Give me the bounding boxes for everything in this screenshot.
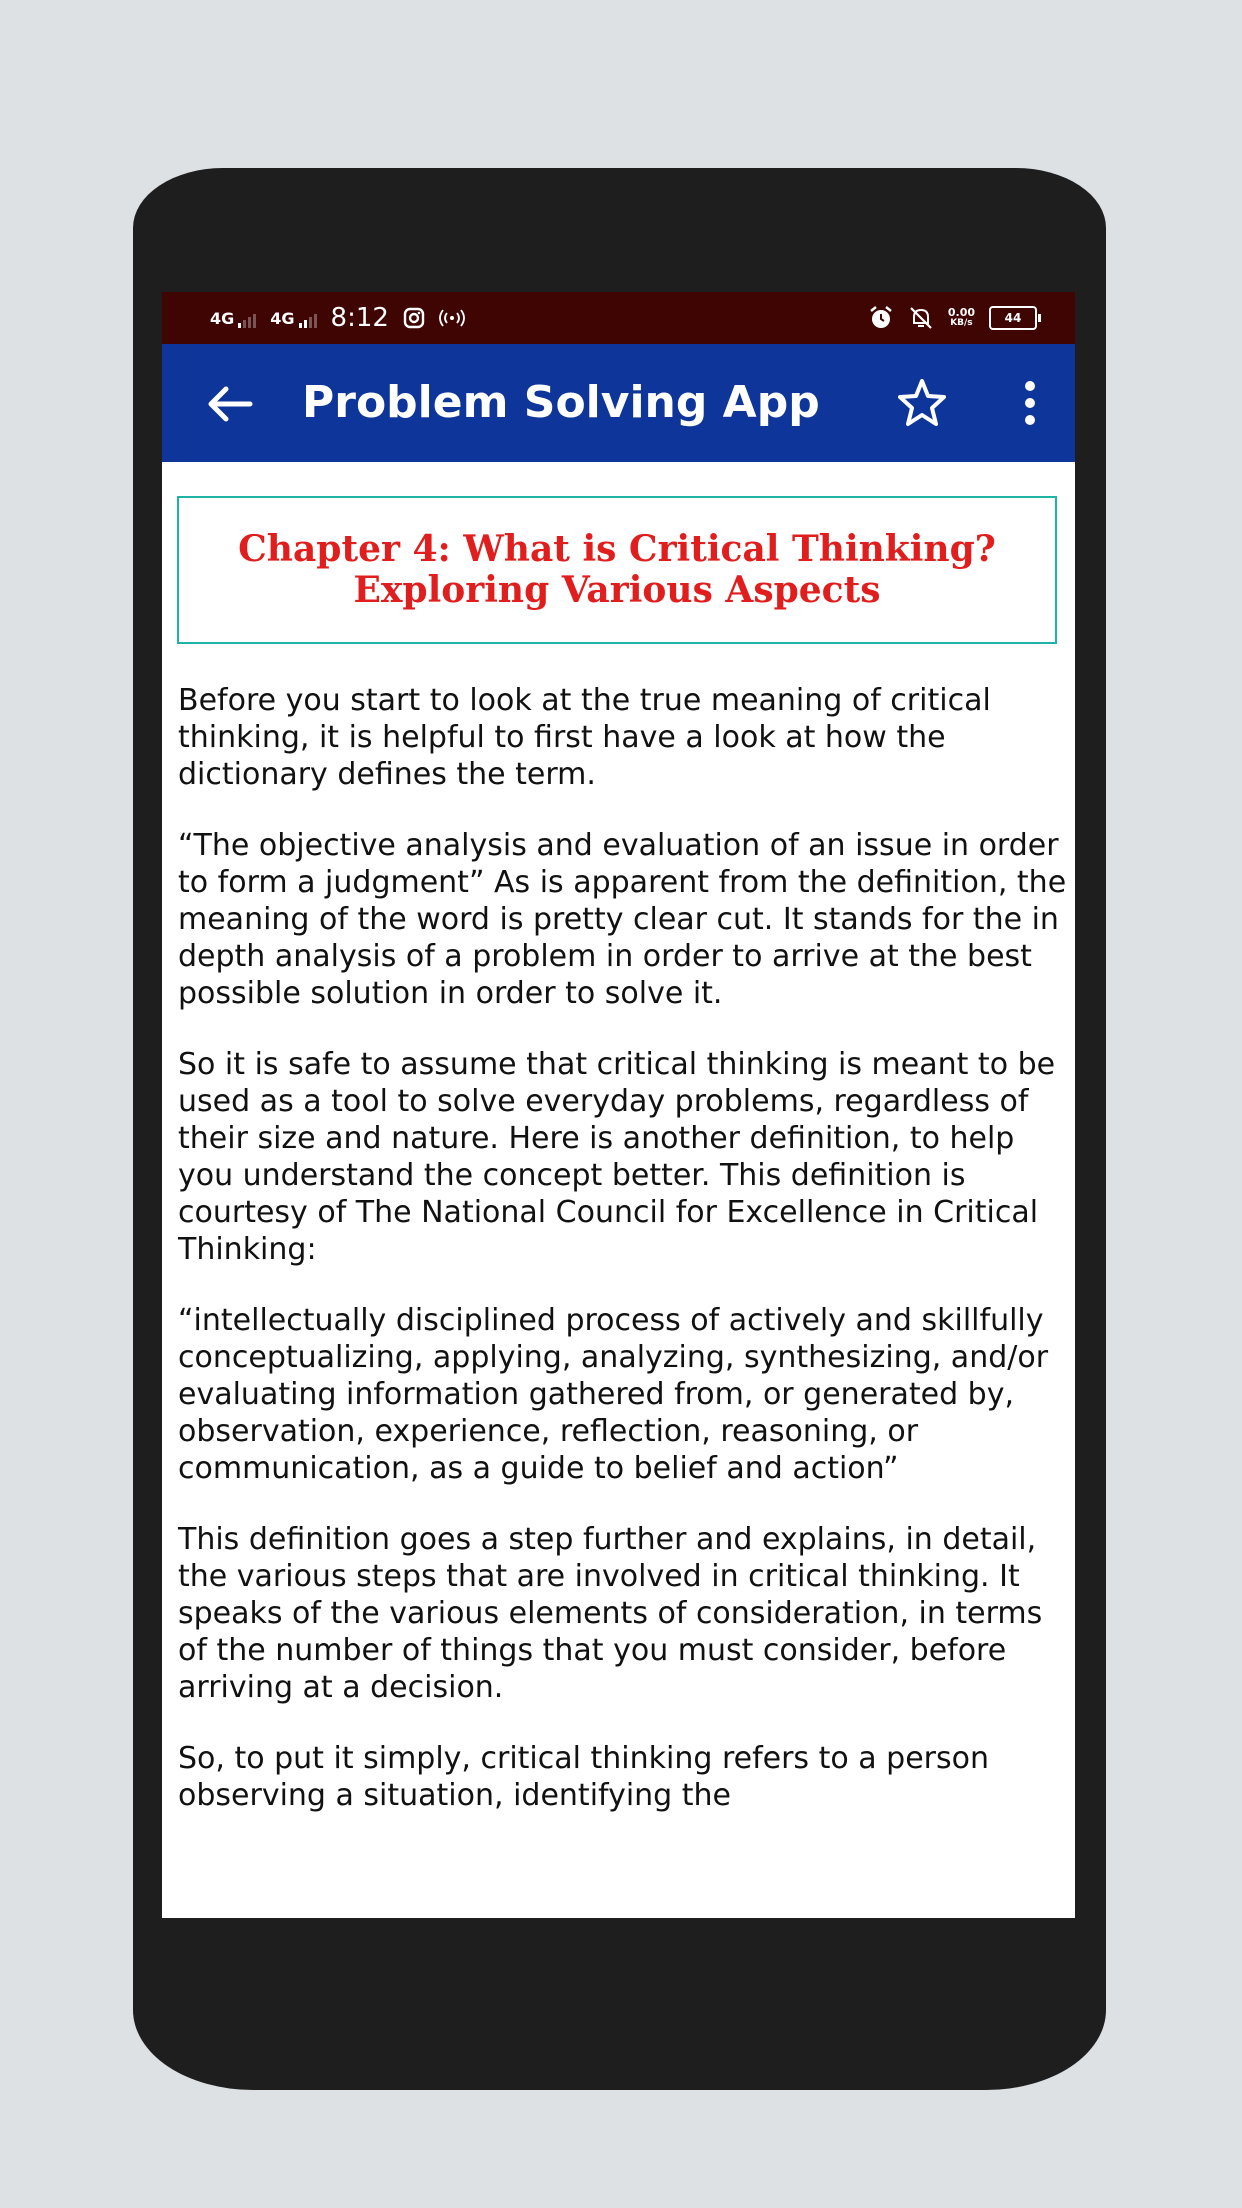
hotspot-icon	[439, 308, 465, 328]
arrow-left-icon	[202, 378, 258, 430]
article-paragraph: This definition goes a step further and explains, in detail, the various steps that are involved in critical thinking. It speaks of the various elements of consideration, in terms of the number of things that you must consider, before arriving at a decision.	[178, 1522, 1043, 1705]
article-paragraph: “The objective analysis and evaluation of an issue in order to form a judgment” As is apparent from the definition, the meaning of the word is pretty clear cut. It stands for the in depth analysis of a problem in order to arrive at the best possible solution in order to solve it.	[178, 828, 1067, 1011]
article-paragraph: So, to put it simply, critical thinking refers to a person observing a situation, identifying the	[178, 1741, 989, 1813]
star-outline-icon	[894, 377, 950, 429]
status-bar	[162, 292, 1075, 344]
app-bar	[162, 344, 1075, 462]
signal-icon-2: 4G	[270, 309, 316, 328]
mute-notification-icon	[908, 305, 934, 331]
network-speed: 0.00 KB/s	[947, 306, 975, 328]
article-paragraph: “intellectually disciplined process of actively and skillfully conceptualizing, applying, analyzing, synthesizing, and/or evaluating information gathered from, or generated by, observation, experience, reflection, reasoning, or communication, as a guide to belief and action”	[178, 1303, 1049, 1486]
more-vert-icon	[1018, 377, 1042, 429]
article-paragraph: Before you start to look at the true meaning of critical thinking, it is helpful to first have a look at how the dictionary defines the term.	[178, 683, 991, 792]
chapter-title: Chapter 4: What is Critical Thinking? Exploring Various Aspects	[238, 528, 996, 611]
alarm-icon	[868, 305, 894, 331]
instagram-icon	[403, 307, 425, 329]
favorite-button[interactable]	[894, 377, 950, 429]
chapter-header	[177, 496, 1057, 644]
clock: 8:12	[330, 303, 389, 333]
back-button[interactable]	[202, 378, 258, 430]
app-screen	[162, 292, 1075, 1918]
article-paragraph: So it is safe to assume that critical thinking is meant to be used as a tool to solve everyday problems, regardless of their size and nature. Here is another definition, to help you understand the concept better. This definition is courtesy of The National Council for Excellence in Critical Thinking:	[178, 1047, 1056, 1267]
article-content	[178, 682, 1068, 1848]
battery-icon: 44	[989, 306, 1037, 330]
overflow-menu-button[interactable]	[1018, 377, 1042, 429]
app-title: Problem Solving App	[302, 377, 820, 428]
signal-icon: 4G	[210, 309, 256, 328]
